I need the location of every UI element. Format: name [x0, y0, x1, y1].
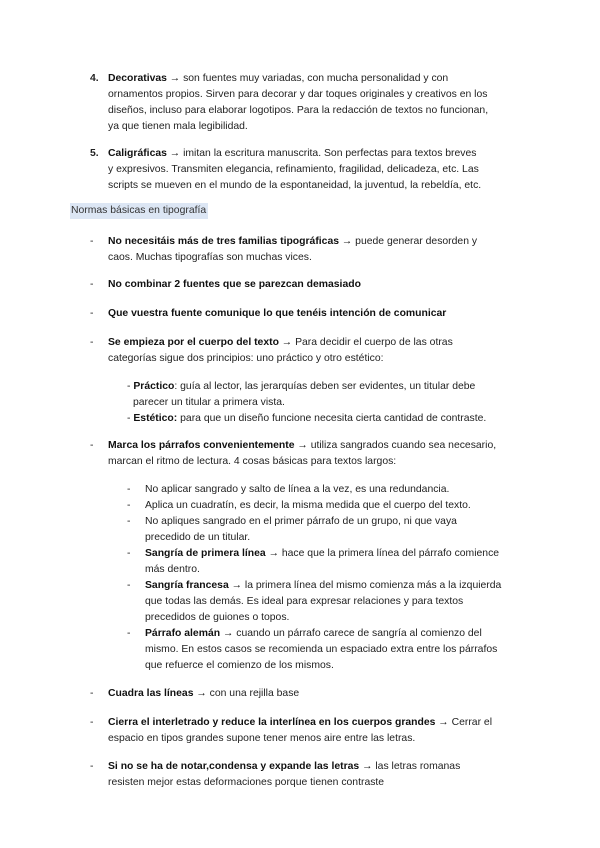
rule-line: caos. Muchas tipografías son muchas vices. — [108, 252, 312, 263]
rule-bold: Se empieza por el cuerpo del texto — [108, 337, 279, 348]
term-bold: Decorativas — [108, 73, 167, 84]
list-item-line: Decorativas → son fuentes muy variadas, con mucha personalidad y con — [108, 73, 449, 84]
term-bold: Caligráficas — [108, 148, 167, 159]
dash-bullet: - — [90, 440, 94, 451]
rule-line: Cuadra las líneas → con una rejilla base — [108, 688, 300, 699]
dash-bullet: - — [90, 717, 94, 728]
dash-bullet: - — [90, 688, 94, 699]
sub-bold: Sangría de primera línea — [145, 548, 266, 559]
section-heading: Normas básicas en tipografía — [70, 203, 208, 219]
rule-line: resisten mejor estas deformaciones porque tienen contraste — [108, 777, 385, 788]
sub-bold: Sangría francesa — [145, 580, 229, 591]
list-item-line: Caligráficas → imitan la escritura manuscrita. Son perfectas para textos breves — [108, 148, 477, 159]
dash-bullet: - — [90, 337, 94, 348]
dash-bullet: - — [127, 628, 131, 639]
rule-line — [108, 277, 361, 293]
rule-line — [108, 306, 446, 322]
rule-line: Se empieza por el cuerpo del texto → Para decidir el cuerpo de las otras — [108, 337, 453, 348]
rule-line: Marca los párrafos convenientemente → utiliza sangrados cuando sea necesario, — [108, 440, 497, 451]
sub-item-line: - Estético: para que un diseño funcione necesita cierta cantidad de contraste. — [127, 413, 487, 424]
rule-line: categorías sigue dos principios: uno práctico y otro estético: — [108, 353, 384, 364]
list-item-line: ya que tienen mala legibilidad. — [108, 121, 248, 132]
list-item-line: scripts se mueven en el mundo de la espontaneidad, la juventud, la rebeldía, etc. — [108, 180, 482, 191]
sub-item-line: mismo. En estos casos se recomienda un espaciado extra entre los párrafos — [145, 644, 498, 655]
sub-bold: Párrafo alemán — [145, 628, 221, 639]
dash-bullet: - — [127, 516, 131, 527]
rule-line: marcan el ritmo de lectura. 4 cosas básicas para textos largos: — [108, 456, 397, 467]
sub-item-line: - Práctico: guía al lector, las jerarquías deben ser evidentes, un titular debe — [127, 381, 476, 392]
dash-bullet: - — [90, 761, 94, 772]
list-number: 4. — [90, 73, 99, 84]
dash-bullet: - — [127, 580, 131, 591]
list-number: 5. — [90, 148, 99, 159]
rule-line: No necesitáis más de tres familias tipográficas → puede generar desorden y — [108, 236, 478, 247]
rule-line: espacio en tipos grandes supone tener menos aire entre las letras. — [108, 733, 416, 744]
sub-item-line: que todas las demás. Es ideal para expresar relaciones y para textos — [145, 596, 464, 607]
dash-bullet: - — [127, 500, 131, 511]
sub-item-line: Sangría de primera línea → hace que la primera línea del párrafo comience — [145, 548, 500, 559]
sub-item-line: No aplicar sangrado y salto de línea a la vez, es una redundancia. — [145, 484, 450, 495]
rule-bold: Cuadra las líneas — [108, 688, 194, 699]
list-item-line: ornamentos propios. Sirven para decorar y dar toques originales y creativos en los — [108, 89, 488, 100]
rule-bold: Marca los párrafos convenientemente — [108, 440, 295, 451]
dash-bullet: - — [127, 548, 131, 559]
dash-bullet: - — [127, 484, 131, 495]
dash-bullet: - — [90, 279, 94, 290]
rule-bold: Cierra el interletrado y reduce la interlínea en los cuerpos grandes — [108, 717, 436, 728]
sub-item-line: precedido de un titular. — [145, 532, 251, 543]
dash-bullet: - — [90, 308, 94, 319]
sub-item-line: Párrafo alemán → cuando un párrafo carece de sangría al comienzo del — [145, 628, 482, 639]
rule-bold: Si no se ha de notar,condensa y expande las letras — [108, 761, 360, 772]
sub-item-line: parecer un titular a primera vista. — [133, 397, 285, 408]
rule-bold: No necesitáis más de tres familias tipográficas — [108, 236, 339, 247]
sub-item-line: Aplica un cuadratín, es decir, la misma medida que el cuerpo del texto. — [145, 500, 471, 511]
list-item-line: diseños, incluso para elaborar logotipos. Para la redacción de textos no funcionan, — [108, 105, 489, 116]
dash-bullet: - — [90, 236, 94, 247]
sub-bold: Estético: — [133, 413, 178, 424]
rule-bold: No combinar 2 fuentes que se parezcan demasiado — [108, 279, 361, 290]
rule-line: Si no se ha de notar,condensa y expande las letras → las letras romanas — [108, 761, 461, 772]
sub-item-line: Sangría francesa → la primera línea del mismo comienza más a la izquierda — [145, 580, 502, 591]
sub-item-line: más dentro. — [145, 564, 200, 575]
sub-item-line: que refuerce el comienzo de los mismos. — [145, 660, 334, 671]
rule-line: Cierra el interletrado y reduce la interlínea en los cuerpos grandes → Cerrar el — [108, 717, 493, 728]
sub-item-line: No apliques sangrado en el primer párrafo de un grupo, ni que vaya — [145, 516, 457, 527]
rule-bold: Que vuestra fuente comunique lo que tenéis intención de comunicar — [108, 308, 447, 319]
sub-bold: Práctico — [133, 381, 175, 392]
list-item-line: y expresivos. Transmiten elegancia, refinamiento, fragilidad, delicadeza, etc. Las — [108, 164, 479, 175]
sub-item-line: precedidos de guiones o topos. — [145, 612, 290, 623]
